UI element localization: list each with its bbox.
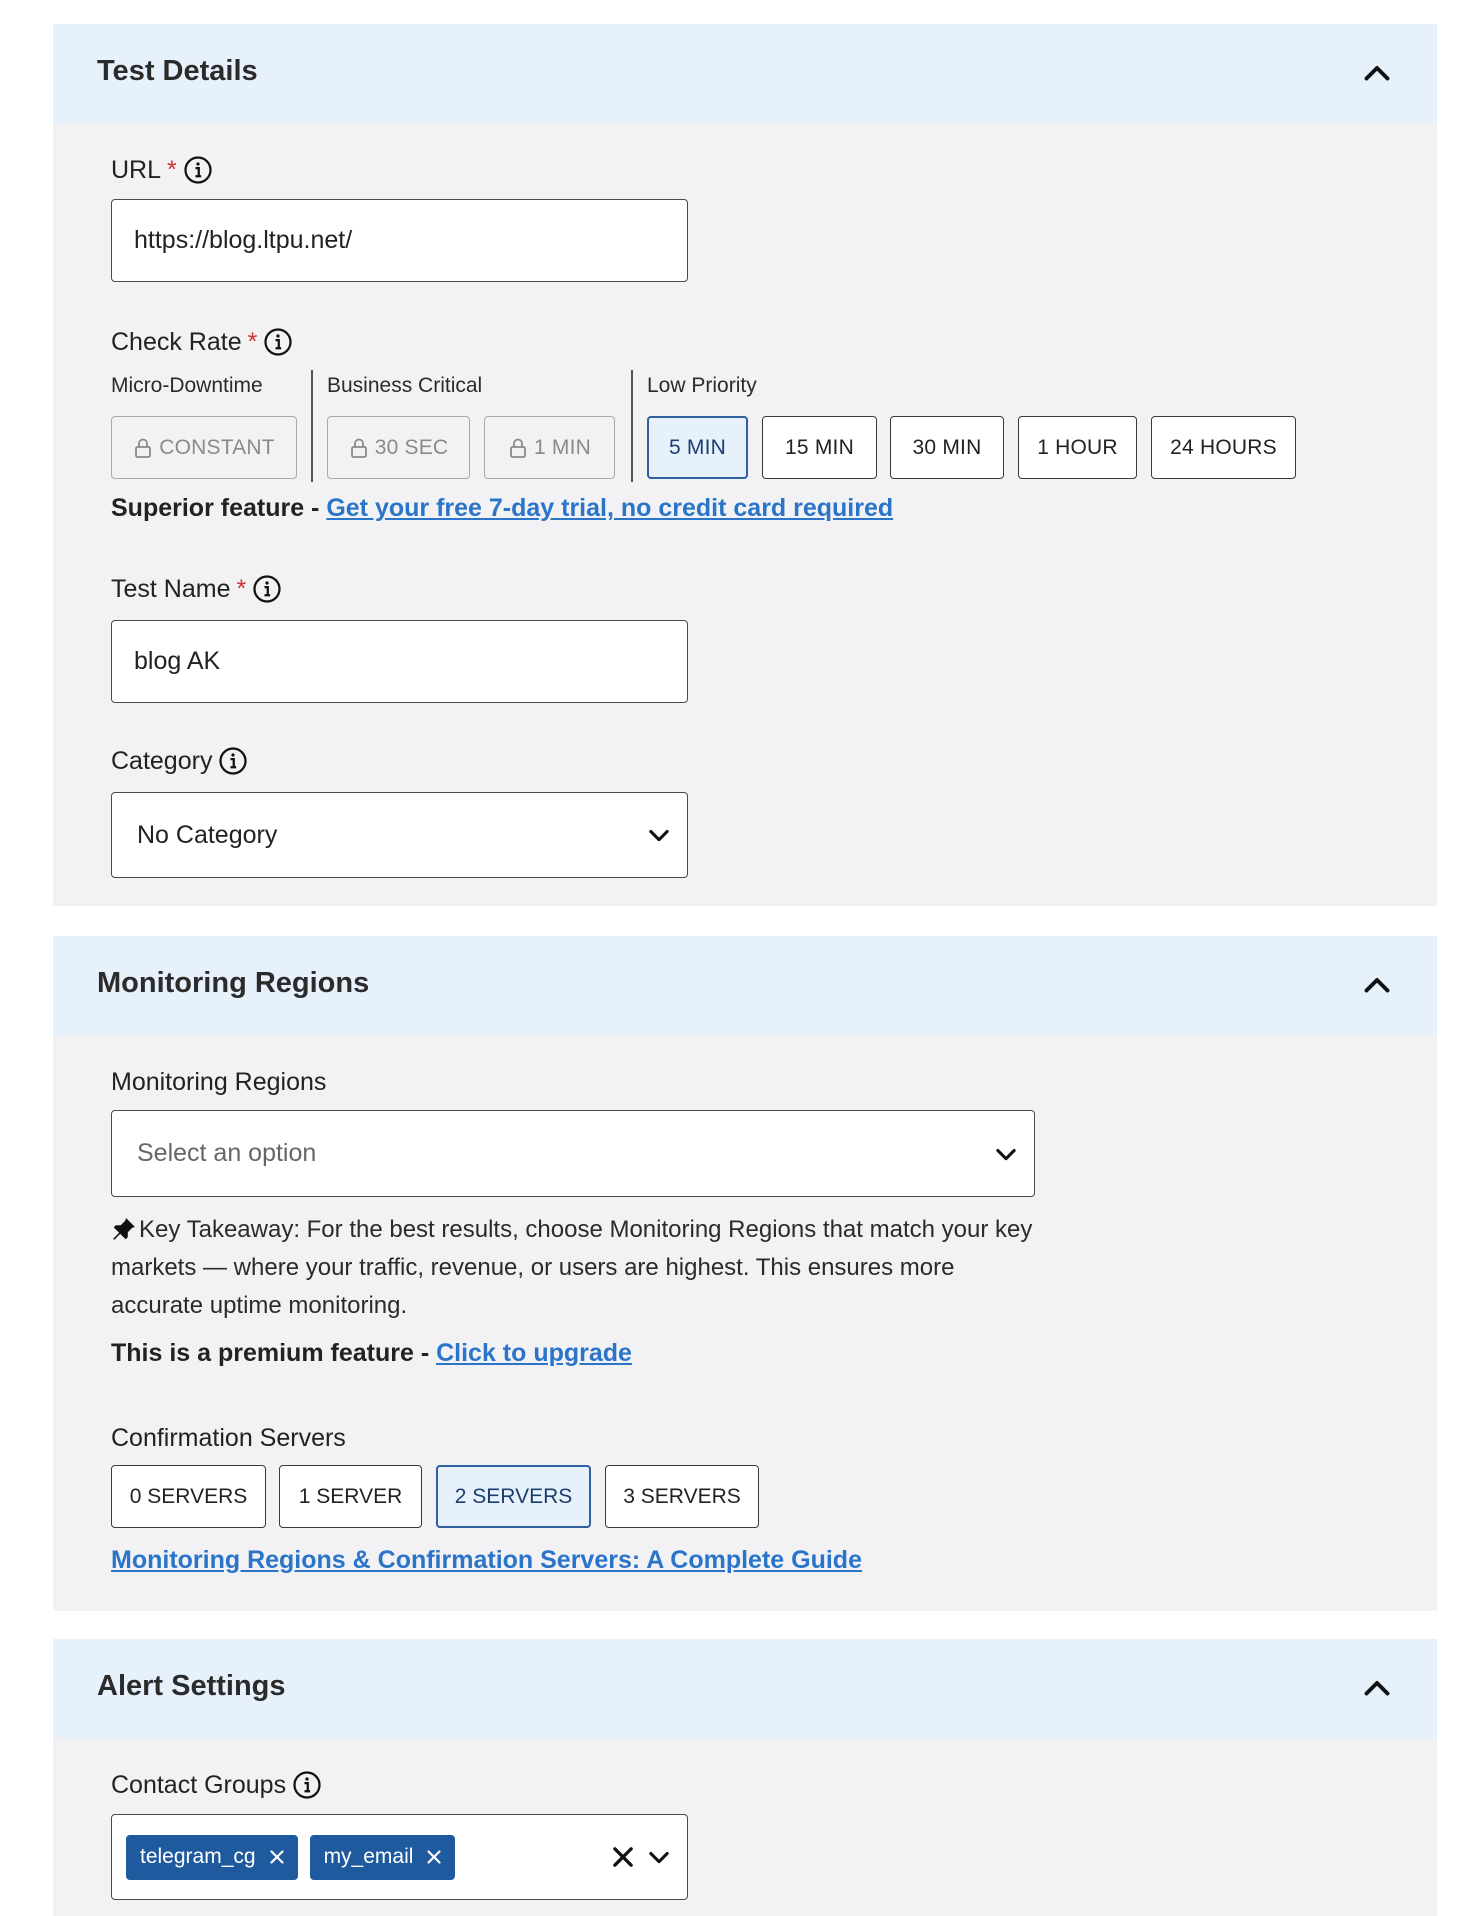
category-label-text: Category [111,746,213,775]
rate-constant-button[interactable] [111,416,297,479]
rate-15-min-button[interactable]: 15 MIN [762,416,877,479]
required-marker: * [236,574,247,603]
info-icon[interactable] [183,155,213,185]
check-rate-label-text: Check Rate [111,327,242,356]
upgrade-link[interactable]: Click to upgrade [436,1339,632,1367]
group-label-micro-downtime: Micro-Downtime [111,374,263,397]
contact-groups-label-text: Contact Groups [111,1770,287,1799]
servers-0-button[interactable]: 0 SERVERS [111,1465,266,1528]
contact-groups-select[interactable] [111,1814,688,1900]
test-details-section [53,24,1437,906]
lock-icon [349,437,369,459]
info-icon[interactable] [292,1770,322,1800]
monitoring-regions-section [53,936,1437,1611]
contact-group-chip [126,1835,298,1880]
chevron-up-icon[interactable] [1359,1671,1395,1707]
upsell-note [111,494,893,523]
section-title: Monitoring Regions [97,967,370,999]
rate-30-min-button[interactable]: 30 MIN [890,416,1004,479]
premium-note [111,1339,632,1368]
alert-settings-header[interactable] [53,1639,1437,1738]
chip-label: my_email [323,1845,414,1868]
alert-settings-section [53,1639,1437,1916]
group-divider [311,370,313,482]
remove-chip-icon[interactable] [268,1848,286,1866]
key-takeaway-text [111,1211,1051,1325]
lock-icon [133,437,153,459]
rate-label: 30 SEC [374,435,449,459]
free-trial-link[interactable]: Get your free 7-day trial, no credit card required [326,494,894,522]
chevron-up-icon[interactable] [1359,56,1395,92]
info-icon[interactable] [252,574,282,604]
lock-icon [508,437,528,459]
key-takeaway-body: Key Takeaway: For the best results, choose Monitoring Regions that match your key markets — where your traffic, revenue, or users are highest. This ensures more accurate uptime monitoring. [111,1216,1033,1319]
section-title: Test Details [97,55,258,87]
clear-all-icon[interactable] [609,1843,637,1871]
info-icon[interactable] [218,746,248,776]
servers-1-button[interactable]: 1 SERVER [279,1465,422,1528]
chip-label: telegram_cg [140,1845,256,1868]
servers-3-button[interactable]: 3 SERVERS [605,1465,759,1528]
test-name-label [111,574,282,604]
rate-label: CONSTANT [159,435,275,459]
section-title: Alert Settings [97,1670,286,1702]
group-label-low-priority: Low Priority [647,374,757,397]
check-rate-label [111,327,293,357]
complete-guide-link[interactable]: Monitoring Regions & Confirmation Servers: A Complete Guide [111,1546,862,1574]
test-name-label-text: Test Name [111,574,231,603]
rate-label: 1 MIN [533,435,591,459]
chevron-down-icon [992,1140,1020,1168]
required-marker: * [167,155,177,184]
category-select[interactable] [111,792,688,878]
test-name-input[interactable] [111,620,688,703]
rate-5-min-button[interactable]: 5 MIN [647,416,748,479]
guide-note [111,1546,862,1575]
url-value: https://blog.ltpu.net/ [134,226,353,254]
test-name-value: blog AK [134,647,221,675]
info-icon[interactable] [263,327,293,357]
test-details-header[interactable] [53,24,1437,123]
confirmation-servers-label: Confirmation Servers [111,1424,346,1452]
group-label-business-critical: Business Critical [327,374,483,397]
url-label [111,155,213,185]
contact-group-chip [310,1835,456,1880]
category-label [111,746,248,776]
chevron-up-icon[interactable] [1359,968,1395,1004]
remove-chip-icon[interactable] [425,1848,443,1866]
pushpin-icon [111,1216,137,1242]
group-divider [631,370,633,482]
url-label-text: URL [111,155,162,184]
chevron-down-icon [645,821,673,849]
monitoring-regions-label: Monitoring Regions [111,1068,327,1096]
monitoring-regions-header[interactable] [53,936,1437,1035]
servers-2-button[interactable]: 2 SERVERS [436,1465,591,1528]
upsell-prefix: Superior feature - [111,494,327,522]
monitoring-regions-select[interactable] [111,1110,1035,1197]
chevron-down-icon[interactable] [645,1843,673,1871]
url-input[interactable] [111,199,688,282]
rate-1-min-button[interactable] [484,416,615,479]
required-marker: * [247,327,258,356]
category-value: No Category [137,820,278,849]
premium-prefix: This is a premium feature - [111,1339,437,1367]
rate-24-hours-button[interactable]: 24 HOURS [1151,416,1296,479]
rate-30-sec-button[interactable] [327,416,470,479]
rate-1-hour-button[interactable]: 1 HOUR [1018,416,1137,479]
monitoring-regions-placeholder: Select an option [137,1139,317,1167]
contact-groups-label [111,1770,322,1800]
